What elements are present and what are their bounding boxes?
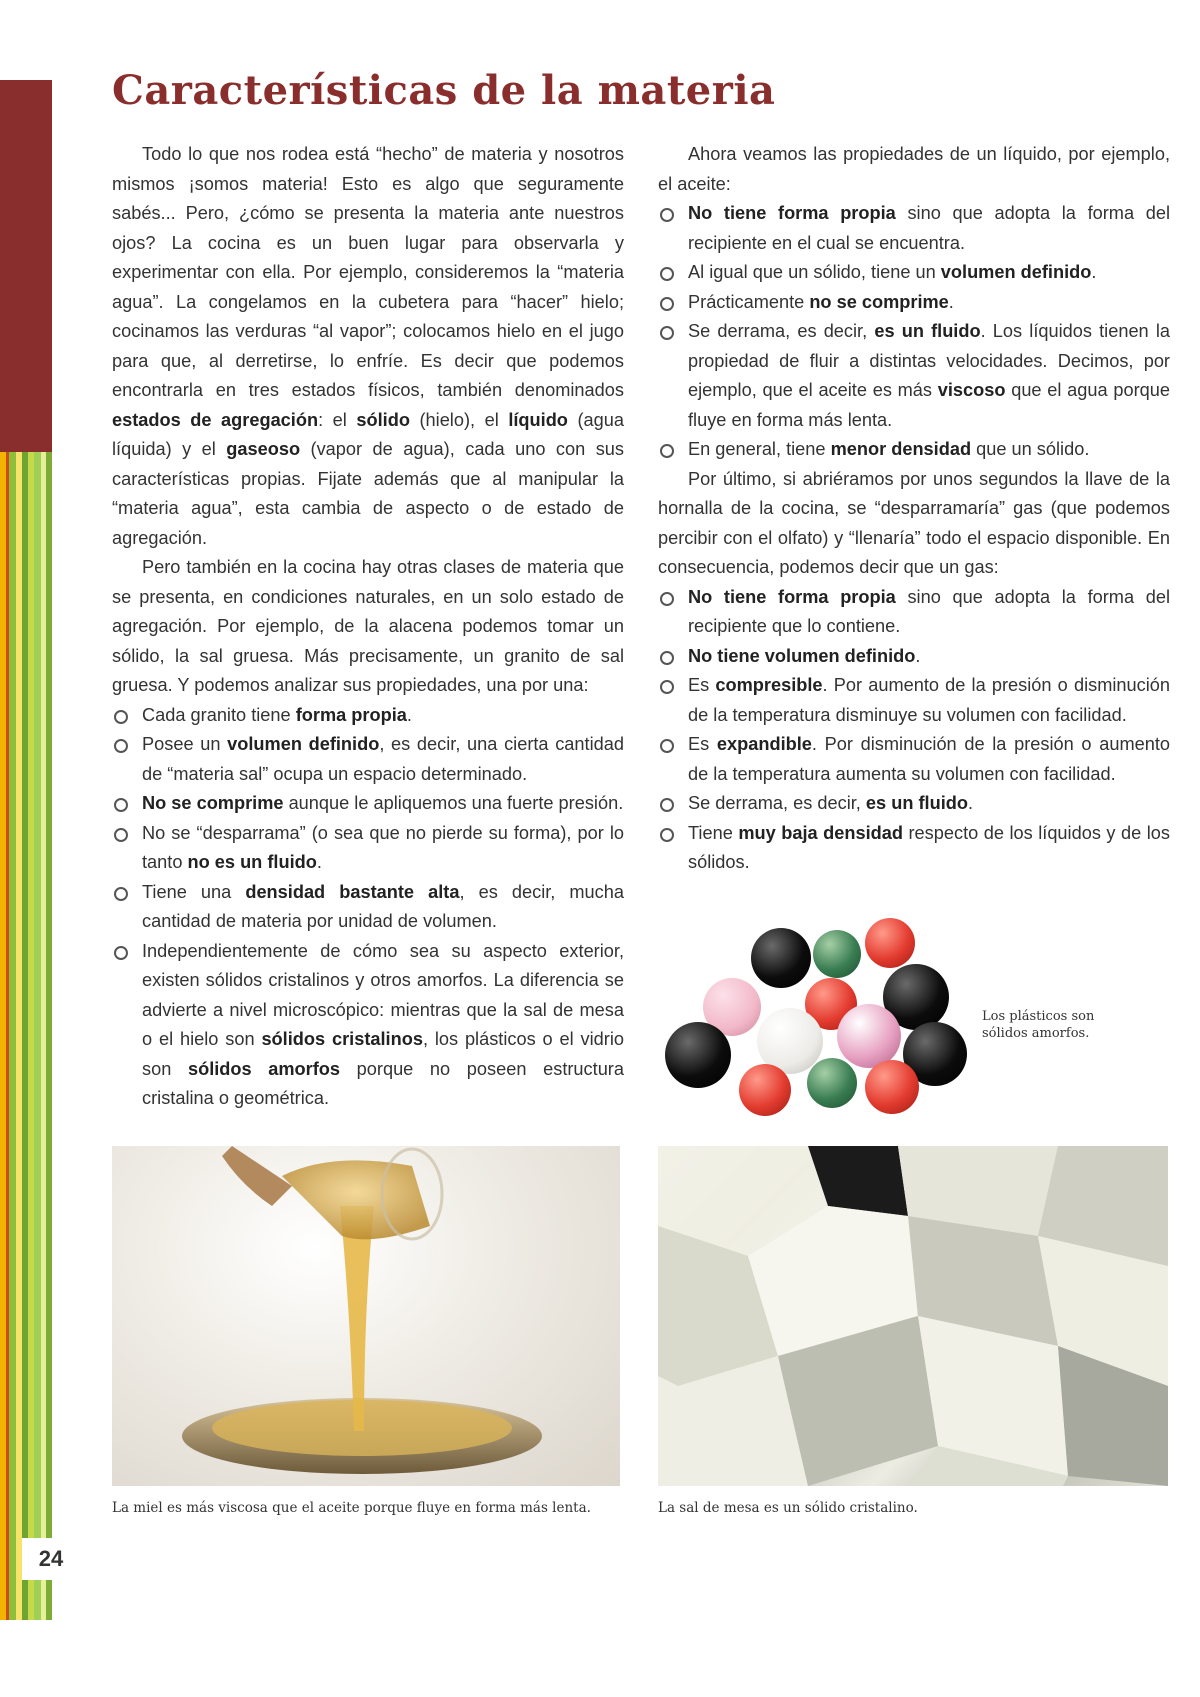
list-item: Se derrama, es decir, es un fluido. bbox=[658, 789, 1170, 819]
right-column bbox=[658, 140, 1170, 878]
list-item: Cada granito tiene forma propia. bbox=[112, 701, 624, 731]
bead bbox=[665, 1022, 731, 1088]
list-item: Posee un volumen definido, es decir, una cierta cantidad de “materia sal” ocupa un espacio determinado. bbox=[112, 730, 624, 789]
decorative-side-stripe bbox=[0, 0, 52, 1620]
liquid-intro: Ahora veamos las propiedades de un líquido, por ejemplo, el aceite: bbox=[658, 144, 1170, 194]
bead bbox=[751, 928, 811, 988]
liquid-properties-list bbox=[658, 199, 1170, 465]
bead bbox=[837, 1004, 901, 1068]
honey-illustration bbox=[112, 1146, 620, 1486]
intro-paragraph-1: Todo lo que nos rodea está “hecho” de materia y nosotros mismos ¡somos materia! Esto es algo que seguramente sabés... Pero, ¿cómo se presenta la materia ante nuestros ojos? La cocina es un buen lugar para observarla y experimentar con ella. Por ejemplo, consideremos la “materia agua”. La congelamos en la cubetera para “hacer” hielo; cocinamos las verduras “al vapor”; colocamos hielo en el jugo para que, al derretirse, lo enfríe. Es decir que podemos encontrarla en tres estados físicos, también denominados estados de agregación: el sólido (hielo), el líquido (agua líquida) y el gaseoso (vapor de agua), cada uno con sus características propias. Fijate además que al manipular la “materia agua”, esta cambia de aspecto o de estado de agregación. bbox=[112, 144, 624, 548]
list-item: No tiene volumen definido. bbox=[658, 642, 1170, 672]
list-item: Tiene muy baja densidad respecto de los líquidos y de los sólidos. bbox=[658, 819, 1170, 878]
bead bbox=[807, 1058, 857, 1108]
list-item: No se comprime aunque le apliquemos una fuerte presión. bbox=[112, 789, 624, 819]
list-item: No tiene forma propia sino que adopta la forma del recipiente en el cual se encuentra. bbox=[658, 199, 1170, 258]
gas-properties-list bbox=[658, 583, 1170, 878]
bead bbox=[813, 930, 861, 978]
beads-caption: Los plásticos son sólidos amorfos. bbox=[982, 1009, 1095, 1041]
bead bbox=[739, 1064, 791, 1116]
page-title: Características de la materia bbox=[112, 67, 776, 110]
list-item: Prácticamente no se comprime. bbox=[658, 288, 1170, 318]
left-column bbox=[112, 140, 624, 1114]
stripe-maroon-band bbox=[0, 80, 52, 452]
page-number: 24 bbox=[22, 1538, 80, 1580]
bead bbox=[865, 1060, 919, 1114]
salt-crystals-photo bbox=[658, 1146, 1168, 1486]
list-item: Al igual que un sólido, tiene un volumen definido. bbox=[658, 258, 1170, 288]
salt-crystals-illustration bbox=[658, 1146, 1168, 1486]
list-item: No tiene forma propia sino que adopta la forma del recipiente que lo contiene. bbox=[658, 583, 1170, 642]
list-item: Independientemente de cómo sea su aspecto exterior, existen sólidos cristalinos y otros amorfos. La diferencia se advierte a nivel microscópico: mientras que la sal de mesa o el hielo son sólidos cristalinos, los plásticos o el vidrio son sólidos amorfos porque no poseen estructura cristalina o geométrica. bbox=[112, 937, 624, 1114]
intro-paragraph-2: Pero también en la cocina hay otras clases de materia que se presenta, en condiciones naturales, en un solo estado de agregación. Por ejemplo, de la alacena podemos tomar un sólido, la sal gruesa. Más precisamente, un granito de sal gruesa. Y podemos analizar sus propiedades, una por una: bbox=[112, 557, 624, 695]
solid-properties-list bbox=[112, 701, 624, 1114]
list-item: Tiene una densidad bastante alta, es decir, mucha cantidad de materia por unidad de volumen. bbox=[112, 878, 624, 937]
honey-caption: La miel es más viscosa que el aceite porque fluye en forma más lenta. bbox=[112, 1500, 591, 1516]
salt-caption: La sal de mesa es un sólido cristalino. bbox=[658, 1500, 918, 1516]
bead bbox=[865, 918, 915, 968]
list-item: Es compresible. Por aumento de la presión o disminución de la temperatura disminuye su volumen con facilidad. bbox=[658, 671, 1170, 730]
list-item: Es expandible. Por disminución de la presión o aumento de la temperatura aumenta su volumen con facilidad. bbox=[658, 730, 1170, 789]
plastic-beads-image bbox=[665, 918, 975, 1118]
list-item: Se derrama, es decir, es un fluido. Los líquidos tienen la propiedad de fluir a distintas velocidades. Decimos, por ejemplo, que el aceite es más viscoso que el agua porque fluye en forma más lenta. bbox=[658, 317, 1170, 435]
stripe-color-bars bbox=[0, 452, 52, 1620]
list-item: En general, tiene menor densidad que un sólido. bbox=[658, 435, 1170, 465]
list-item: No se “desparrama” (o sea que no pierde su forma), por lo tanto no es un fluido. bbox=[112, 819, 624, 878]
honey-photo bbox=[112, 1146, 620, 1486]
gas-paragraph: Por último, si abriéramos por unos segundos la llave de la hornalla de la cocina, se “desparramaría” gas (que podemos percibir con el olfato) y “llenaría” todo el espacio disponible. En consecuencia, podemos decir que un gas: bbox=[658, 468, 1170, 577]
